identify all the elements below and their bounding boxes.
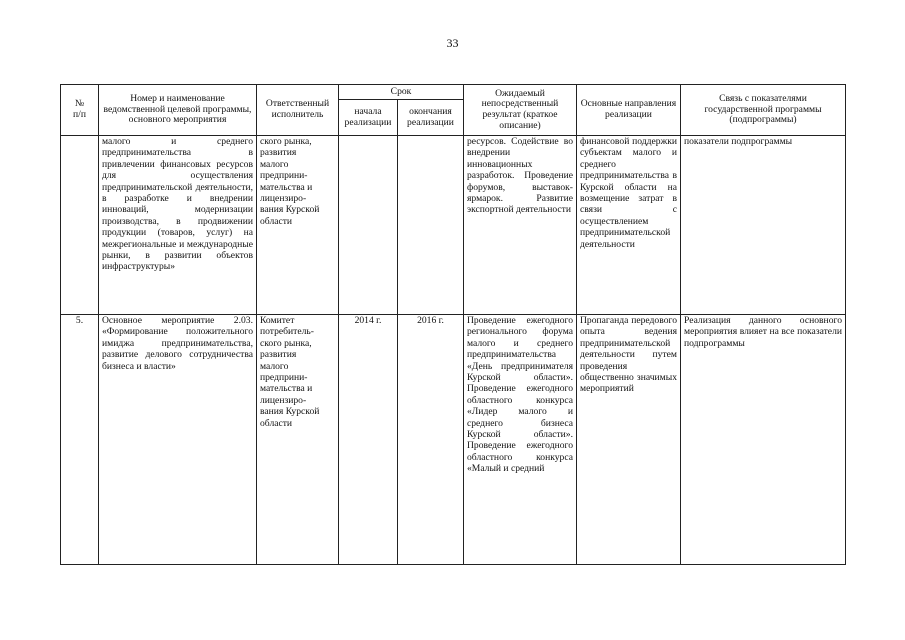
row-name: Основное мероприятие 2.03. «Формирование положительного имиджа предпринимательства, развитие делового сотрудничества бизнеса и власти»: [99, 315, 257, 565]
row-num: [61, 136, 99, 315]
executor-line: ского рынка,: [260, 337, 312, 349]
executor-line: малого: [260, 360, 289, 372]
table-row: [61, 315, 846, 565]
page-number: 33: [446, 36, 459, 50]
header-executor: Ответственный исполнитель: [257, 85, 339, 136]
row-directions: финансовой поддержки субъектам малого и среднего предпринимательства в Курской области на возмещение затрат в связи с осуществлением предпринимательской деятельности: [577, 136, 681, 315]
executor-line: лицензиро-: [260, 193, 307, 205]
executor-line: лицензиро-: [260, 394, 307, 406]
row-executor: [257, 315, 339, 565]
header-num: № п/п: [61, 85, 99, 136]
executor-line: мательства и: [260, 181, 313, 193]
executor-line: области: [260, 215, 293, 227]
row-start: [339, 136, 398, 315]
row-link: Реализация данного основного мероприятия влияет на все показатели подпрограммы: [681, 315, 846, 565]
header-link: Связь с показателями государственной программы (подпрограммы): [681, 85, 846, 136]
row-num: 5.: [61, 315, 99, 565]
row-link: показатели подпрограммы: [681, 136, 846, 315]
executor-line: вания Курской: [260, 406, 320, 418]
program-table: [60, 84, 846, 565]
row-result: ресурсов. Содействие во внедрении инновационных разработок. Проведение форумов, выставок-ярмарок. Развитие экспортной деятельности: [464, 136, 577, 315]
row-executor: [257, 136, 339, 315]
executor-line: Комитет: [260, 315, 295, 326]
row-name: малого и среднего предпринимательства в привлечении финансовых ресурсов для осуществления предпринимательской деятельности, в разработке и внедрении инноваций, модернизации производства, в продвижении продукции (товаров, услуг) на межрегиональные и международные рынки, в развитии объектов инфраструктуры»: [99, 136, 257, 315]
executor-line: развития: [260, 349, 297, 361]
executor-line: малого: [260, 158, 289, 170]
header-term: Срок: [339, 85, 464, 100]
header-start: начала реализации: [339, 100, 398, 136]
header-end: окончания реализации: [398, 100, 464, 136]
header-name: Номер и наименование ведомственной целевой программы, основного мероприятия: [99, 85, 257, 136]
row-end: [398, 136, 464, 315]
executor-line: предприни-: [260, 372, 308, 384]
row-result: Проведение ежегодного регионального форума малого и среднего предпринимательства «День предпринимателя Курской области». Проведение ежегодного областного конкурса «Лидер малого и среднего бизнеса Курской области». Проведение ежегодного областного конкурса «Малый и средний: [464, 315, 577, 565]
executor-line: предприни-: [260, 170, 308, 182]
header-directions: Основные направления реализации: [577, 85, 681, 136]
executor-line: мательства и: [260, 383, 313, 395]
executor-line: ского рынка,: [260, 136, 312, 147]
row-start: 2014 г.: [339, 315, 398, 565]
executor-line: развития: [260, 147, 297, 159]
executor-line: потребитель-: [260, 326, 314, 338]
row-end: 2016 г.: [398, 315, 464, 565]
row-directions: Пропаганда передового опыта ведения предпринимательской деятельности путем проведения общественно значимых мероприятий: [577, 315, 681, 565]
executor-line: вания Курской: [260, 204, 320, 216]
table-row: [61, 136, 846, 315]
header-result: Ожидаемый непосредственный результат (краткое описание): [464, 85, 577, 136]
executor-line: области: [260, 417, 293, 429]
